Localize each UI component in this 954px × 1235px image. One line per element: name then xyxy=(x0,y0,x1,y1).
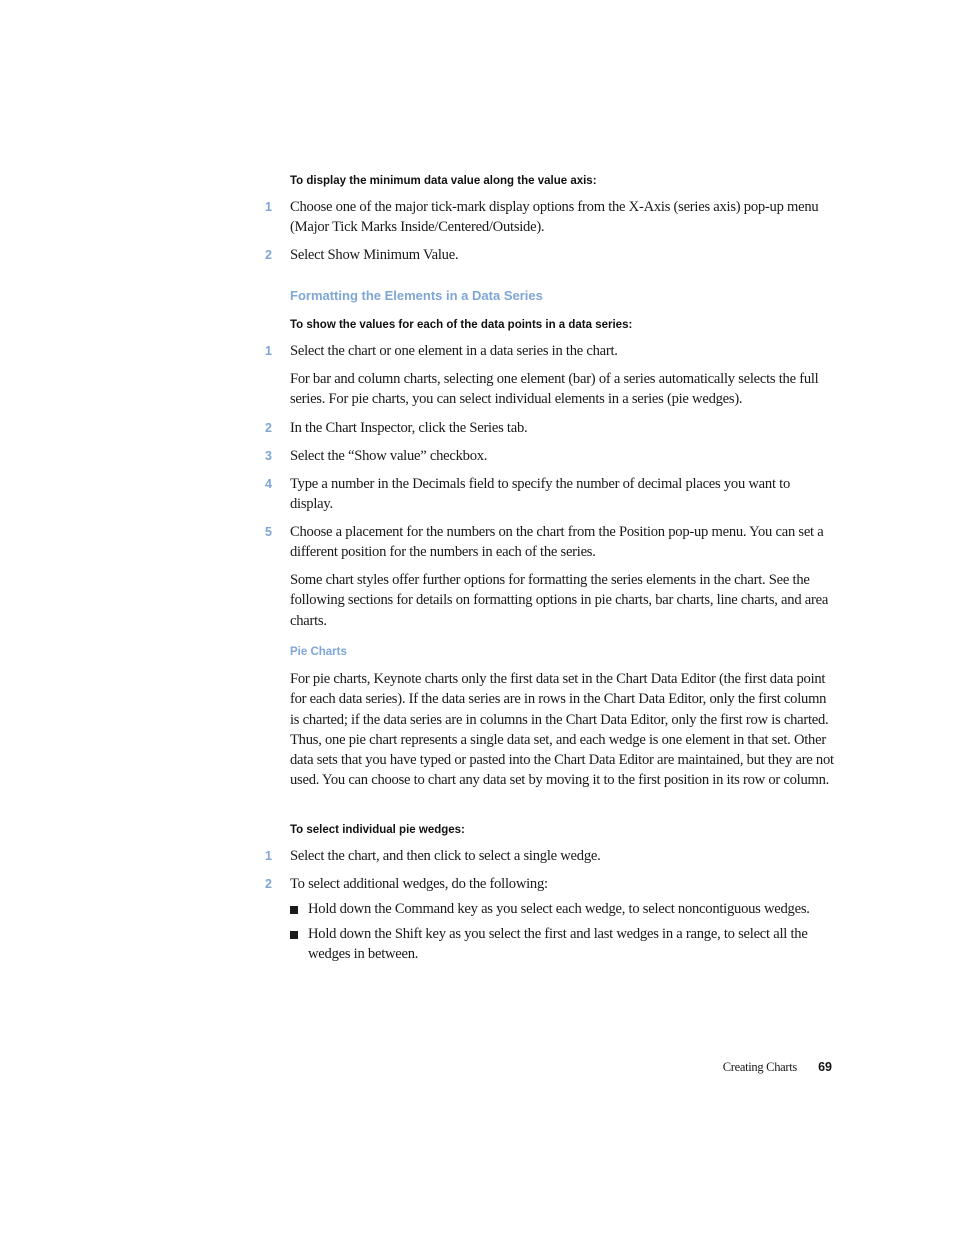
step-note: Some chart styles offer further options for formatting the series elements in the chart. See the following sections for details on formatting options in pie charts, bar charts, line charts, and area charts. xyxy=(290,572,829,629)
body-paragraph-pie-charts: For pie charts, Keynote charts only the first data set in the Chart Data Editor (the first data point for each data series). If the data series are in rows in the Chart Data Editor, only the first column is charted; if the data series are in columns in the Chart Data Editor, only the first row is charted. Thus, one pie chart represents a single data set, and each wedge is one element in that set. Other data sets that you have typed or pasted into the Chart Data Editor are maintained, but they are not used. You can choose to chart any data set by moving it to the first position in its row or column. xyxy=(290,671,834,789)
step-number: 5 xyxy=(265,525,272,539)
section-heading-formatting: Formatting the Elements in a Data Series xyxy=(290,288,543,303)
step-text: Type a number in the Decimals field to specify the number of decimal places you want to display. xyxy=(290,476,791,513)
bullet-item: Hold down the Shift key as you select the first and last wedges in a range, to select all the wedges in between. xyxy=(308,926,808,963)
bullet-square xyxy=(290,931,298,939)
step-text: In the Chart Inspector, click the Series tab. xyxy=(290,420,528,436)
step-number: 1 xyxy=(265,200,272,214)
step-number: 1 xyxy=(265,344,272,358)
step-text: Choose a placement for the numbers on the chart from the Position pop-up menu. You can set a different position for the numbers in each of the series. xyxy=(290,524,824,561)
step-text: Select Show Minimum Value. xyxy=(290,247,459,263)
task-heading-select-wedges: To select individual pie wedges: xyxy=(290,824,465,836)
step-number: 1 xyxy=(265,849,272,863)
footer-chapter-title: Creating Charts xyxy=(722,1060,797,1074)
step-number: 2 xyxy=(265,248,272,262)
step-text: Choose one of the major tick-mark display options from the X-Axis (series axis) pop-up menu (Major Tick Marks Inside/Centered/Outside). xyxy=(290,199,819,236)
step-number: 3 xyxy=(265,449,272,463)
step-text: Select the chart, and then click to select a single wedge. xyxy=(290,848,601,864)
step-note: For bar and column charts, selecting one element (bar) of a series automatically selects the full series. For pie charts, you can select individual elements in a series (pie wedges). xyxy=(290,371,819,408)
step-number: 2 xyxy=(265,877,272,891)
footer-page-number: 69 xyxy=(818,1060,832,1074)
step-text: Select the “Show value” checkbox. xyxy=(290,448,488,464)
step-number: 4 xyxy=(265,477,272,491)
step-number: 2 xyxy=(265,421,272,435)
step-text: Select the chart or one element in a data series in the chart. xyxy=(290,343,618,359)
task-heading-show-values: To show the values for each of the data points in a data series: xyxy=(290,319,633,331)
section-heading-pie-charts: Pie Charts xyxy=(290,646,347,658)
bullet-item: Hold down the Command key as you select each wedge, to select noncontiguous wedges. xyxy=(308,901,810,917)
step-text: To select additional wedges, do the following: xyxy=(290,876,548,892)
task-heading-minimum-value: To display the minimum data value along the value axis: xyxy=(290,175,597,187)
bullet-square xyxy=(290,906,298,914)
